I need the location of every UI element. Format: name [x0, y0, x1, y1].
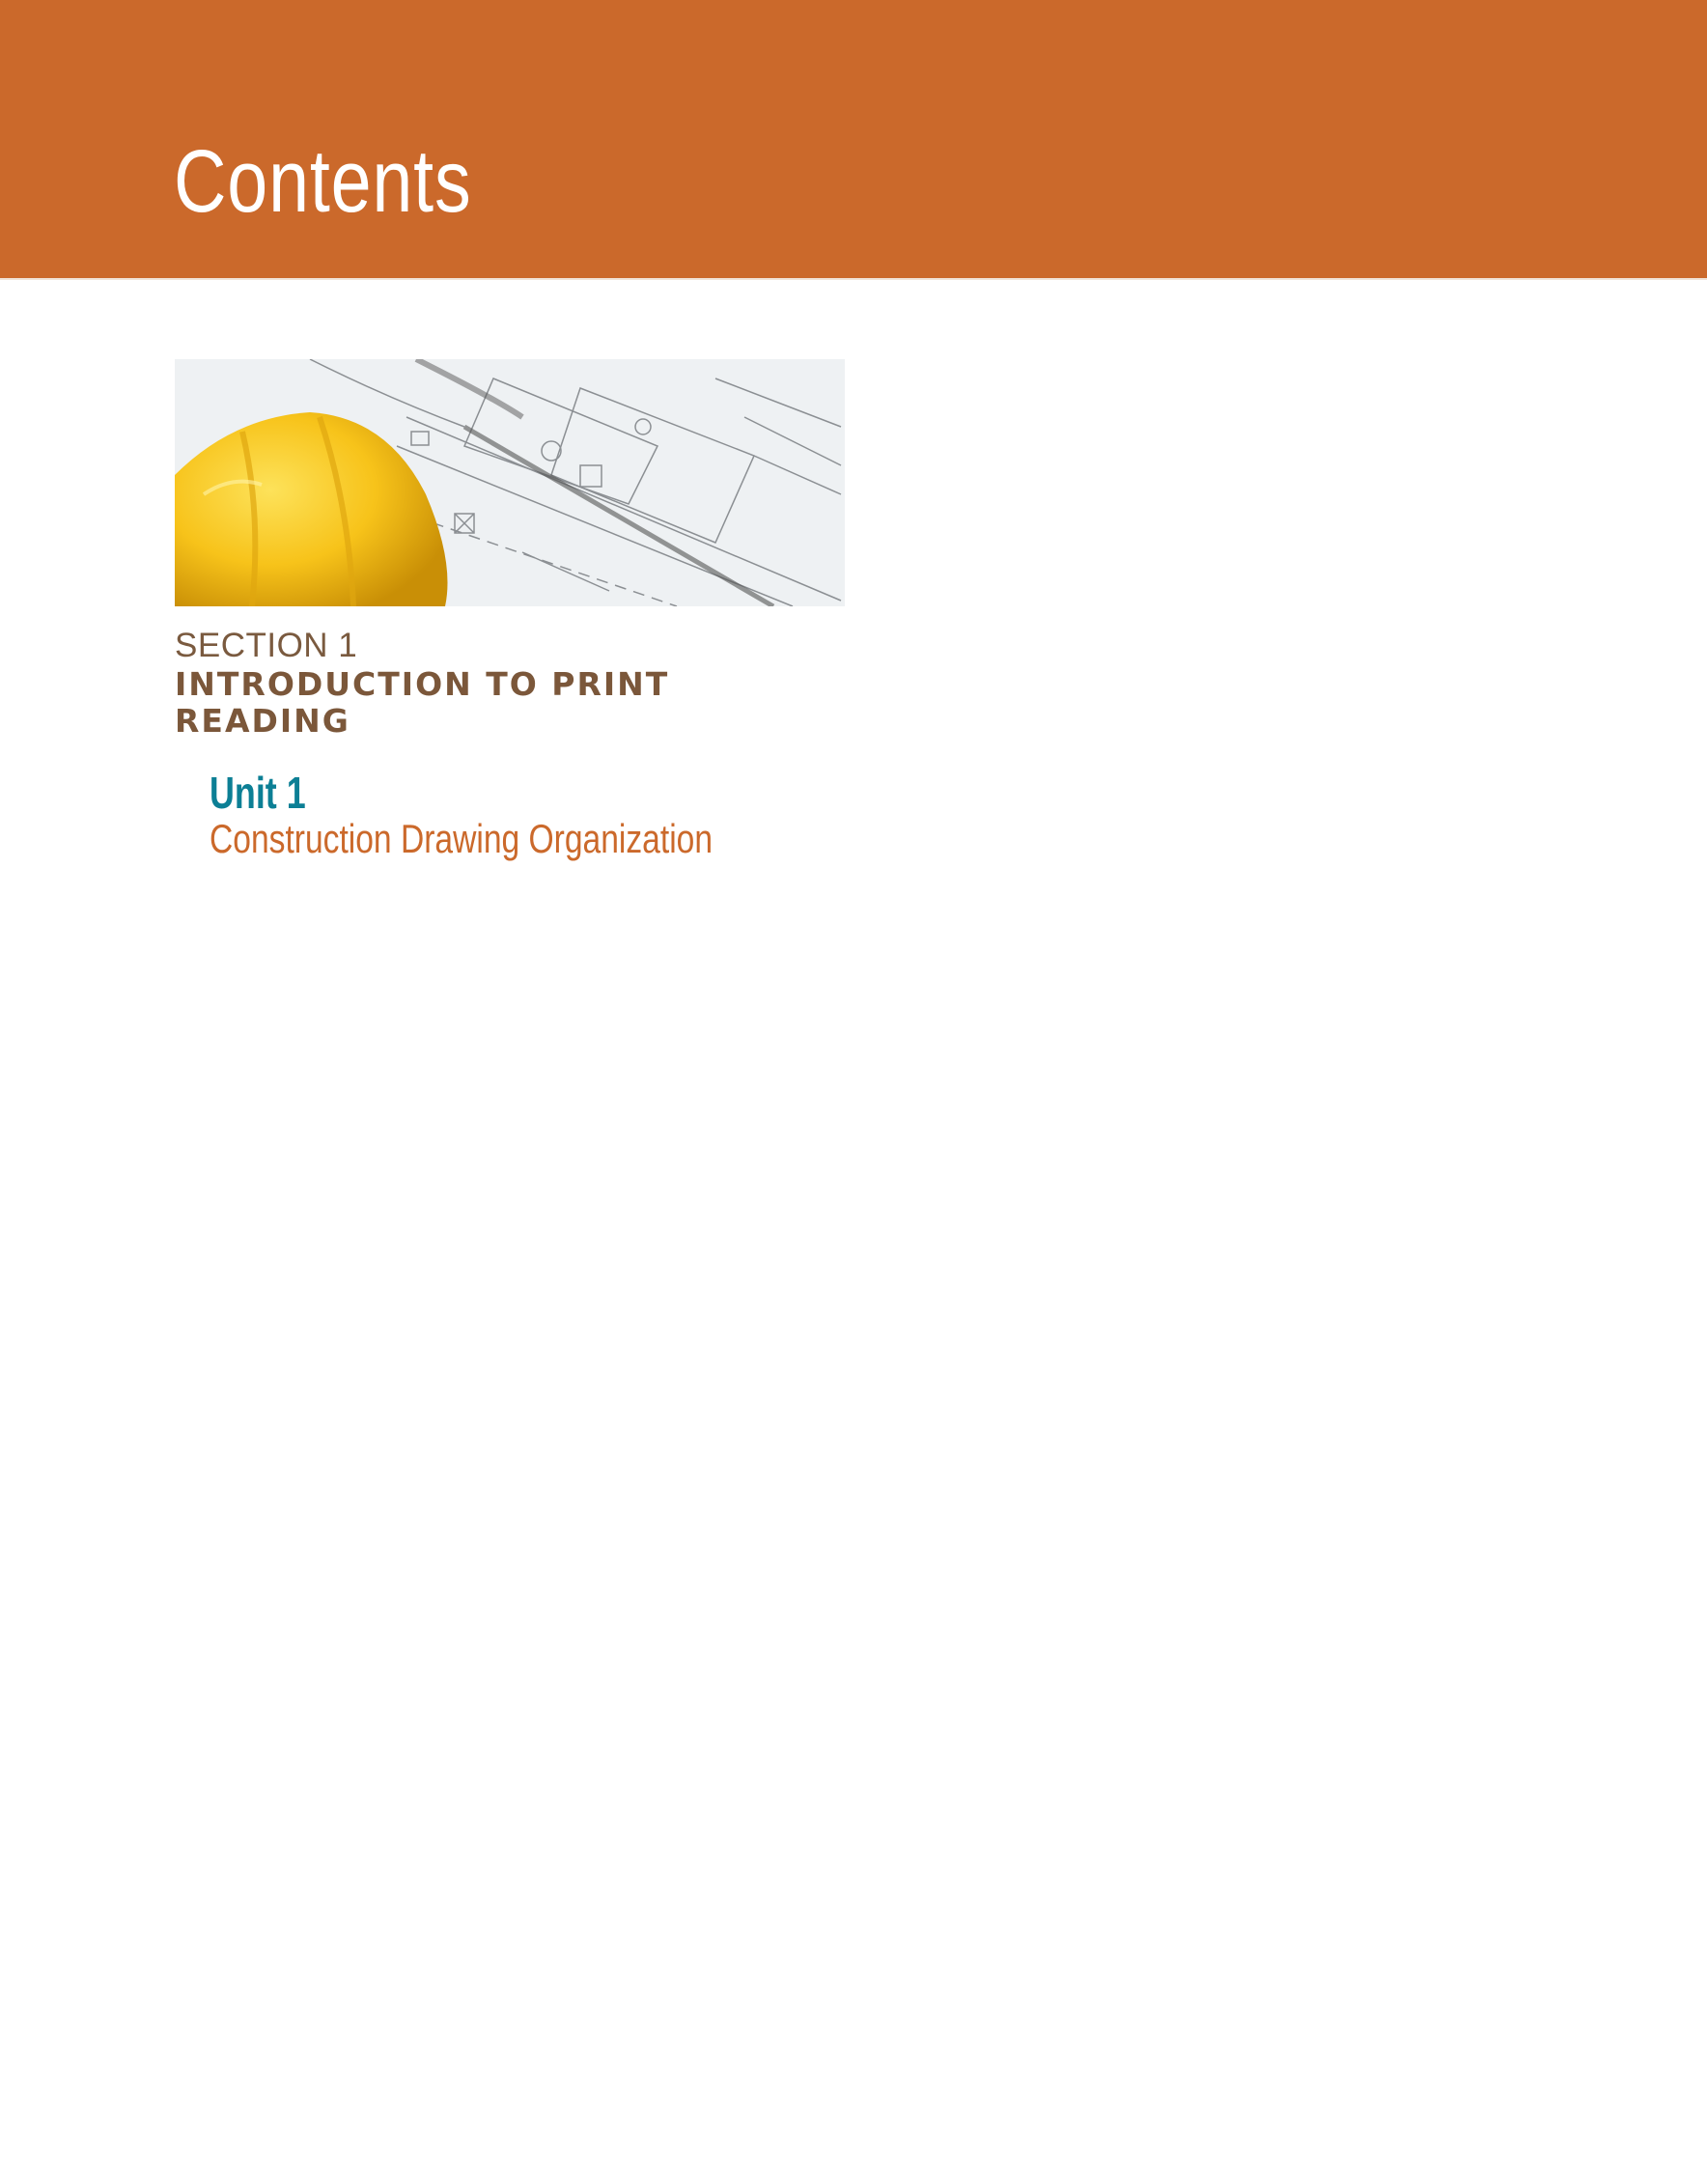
unit-1	[210, 769, 845, 861]
section-title-line: READING	[175, 702, 350, 740]
unit-title-text: Construction Drawing Organization	[210, 816, 714, 861]
section-label: SECTION 1	[175, 627, 358, 664]
section-1-column	[175, 359, 845, 861]
header-divider	[0, 278, 1707, 280]
hard-hat-on-blueprints-photo	[175, 359, 845, 606]
unit-heading: Unit 1	[210, 768, 306, 818]
section-title	[175, 666, 845, 740]
section-title-line: INTRODUCTION TO PRINT	[175, 665, 670, 703]
page-title: Contents	[174, 132, 472, 231]
unit-title-link[interactable]	[210, 817, 845, 861]
